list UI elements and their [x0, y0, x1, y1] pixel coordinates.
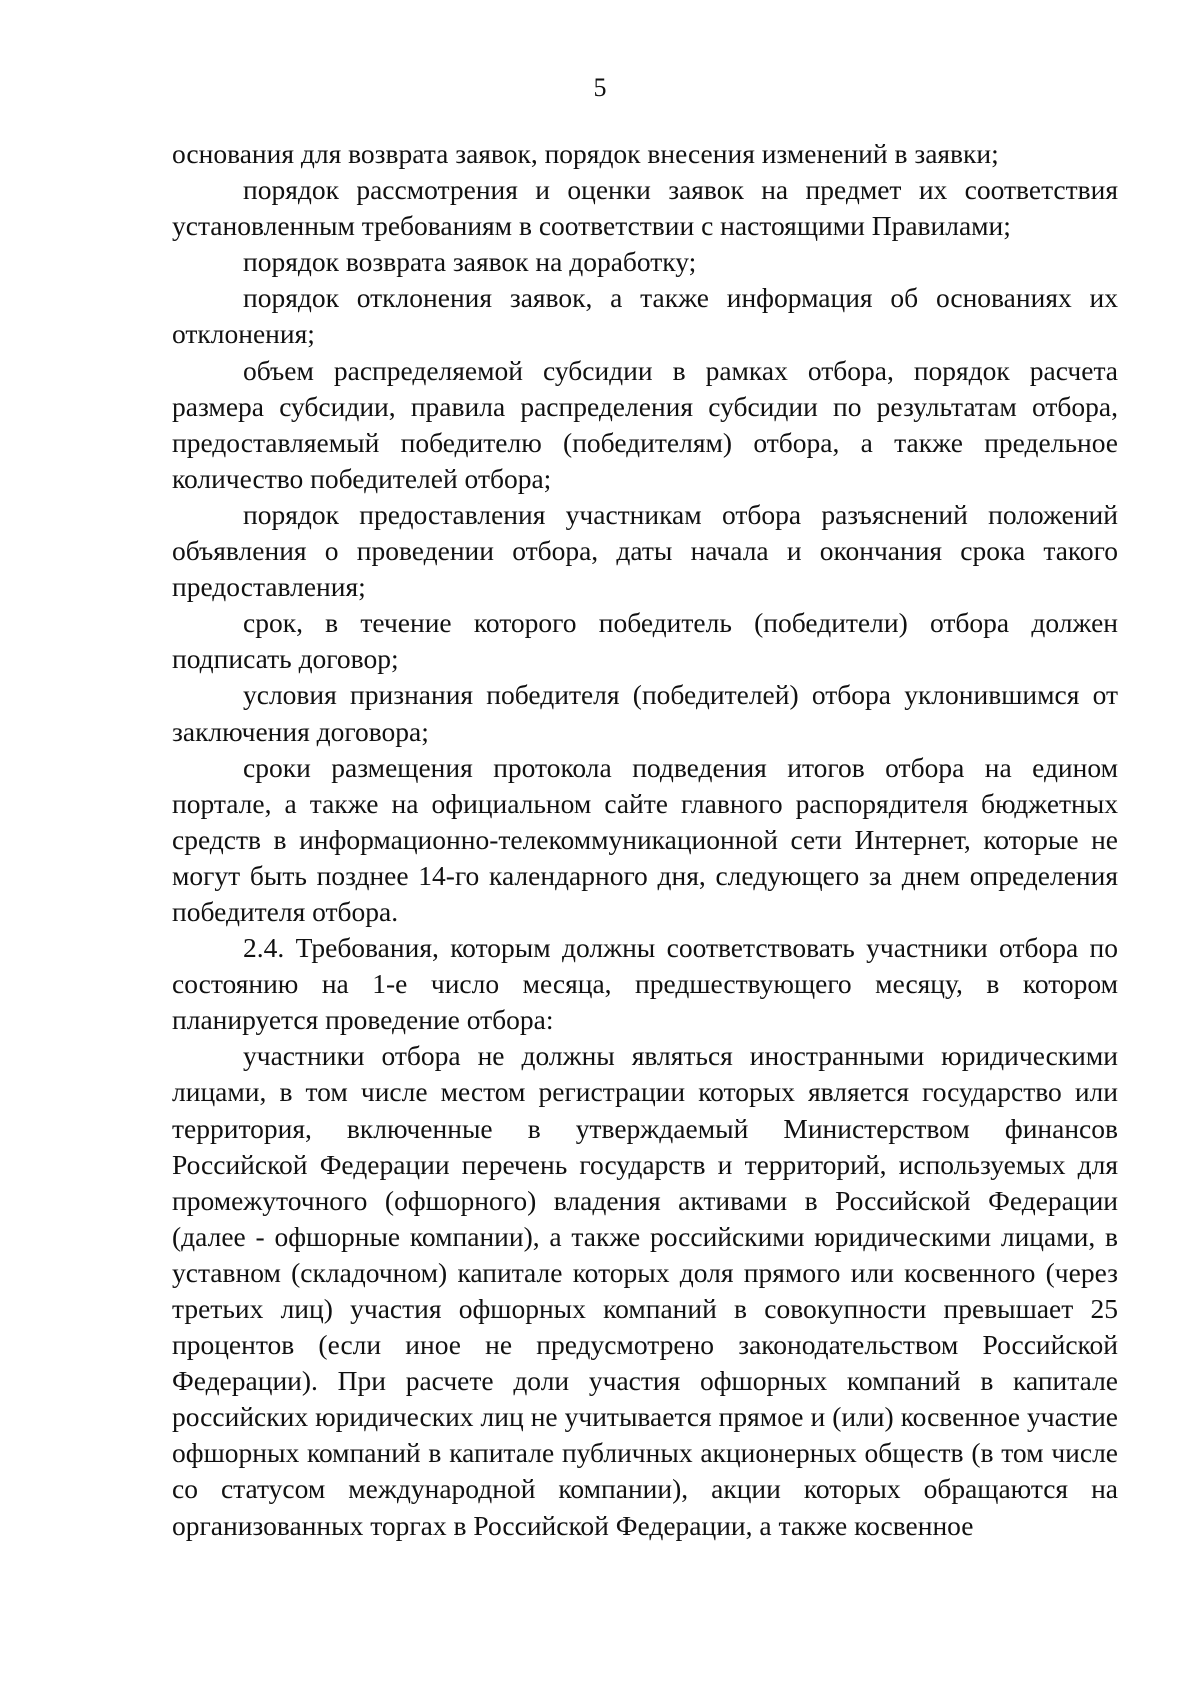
- document-body: [172, 136, 1118, 1544]
- paragraph-clarifications: порядок предоставления участникам отбора разъяснений положений объявления о проведении отбора, даты начала и окончания срока такого предоставления;: [172, 498, 1118, 603]
- paragraph-return-for-revision: порядок возврата заявок на доработку;: [243, 246, 697, 278]
- paragraph-subsidy-volume: объем распределяемой субсидии в рамках отбора, порядок расчета размера субсидии, правила распределения субсидии по результатам отбора, предоставляемый победителю (победителям) отбора, а также предельное количество победителей отбора;: [172, 354, 1118, 494]
- paragraph-contract-deadline: срок, в течение которого победитель (победители) отбора должен подписать договор;: [172, 607, 1118, 675]
- paragraph-return-grounds: основания для возврата заявок, порядок внесения изменений в заявки;: [172, 138, 999, 169]
- page-number: 5: [593, 73, 607, 102]
- paragraph-rejection-procedure: порядок отклонения заявок, а также информация об основаниях их отклонения;: [172, 282, 1118, 350]
- paragraph-section-2-4: 2.4. Требования, которым должны соответствовать участники отбора по состоянию на 1-е число месяца, предшествующего месяцу, в котором планируется проведение отбора:: [172, 932, 1118, 1036]
- paragraph-review-procedure: порядок рассмотрения и оценки заявок на предмет их соответствия установленным требованиям в соответствии с настоящими Правилами;: [172, 174, 1118, 242]
- paragraph-offshore-requirement: участники отбора не должны являться иностранными юридическими лицами, в том числе местом регистрации которых является государство или территория, включенные в утверждаемый Министерством финансов Российской Федерации перечень государств и территорий, используемых для промежуточного (офшорного) владения активами в Российской Федерации (далее - офшорные компании), а также российскими юридическими лицами, в уставном (складочном) капитале которых доля прямого или косвенного (через третьих лиц) участия офшорных компаний в совокупности превышает 25 процентов (если иное не предусмотрено законодательством Российской Федерации). При расчете доли участия офшорных компаний в капитале российских юридических лиц не учитывается прямое и (или) косвенное участие офшорных компаний в капитале публичных акционерных обществ (в том числе со статусом международной компании), акции которых обращаются на организованных торгах в Российской Федерации, а также косвенное: [172, 1040, 1118, 1541]
- paragraph-evasion-conditions: условия признания победителя (победителей) отбора уклонившимся от заключения договора;: [172, 679, 1118, 747]
- paragraph-protocol-publication: сроки размещения протокола подведения итогов отбора на едином портале, а также на официальном сайте главного распорядителя бюджетных средств в информационно-телекоммуникационной сети Интернет, которые не могут быть позднее 14-го календарного дня, следующего за днем определения победителя отбора.: [172, 751, 1118, 927]
